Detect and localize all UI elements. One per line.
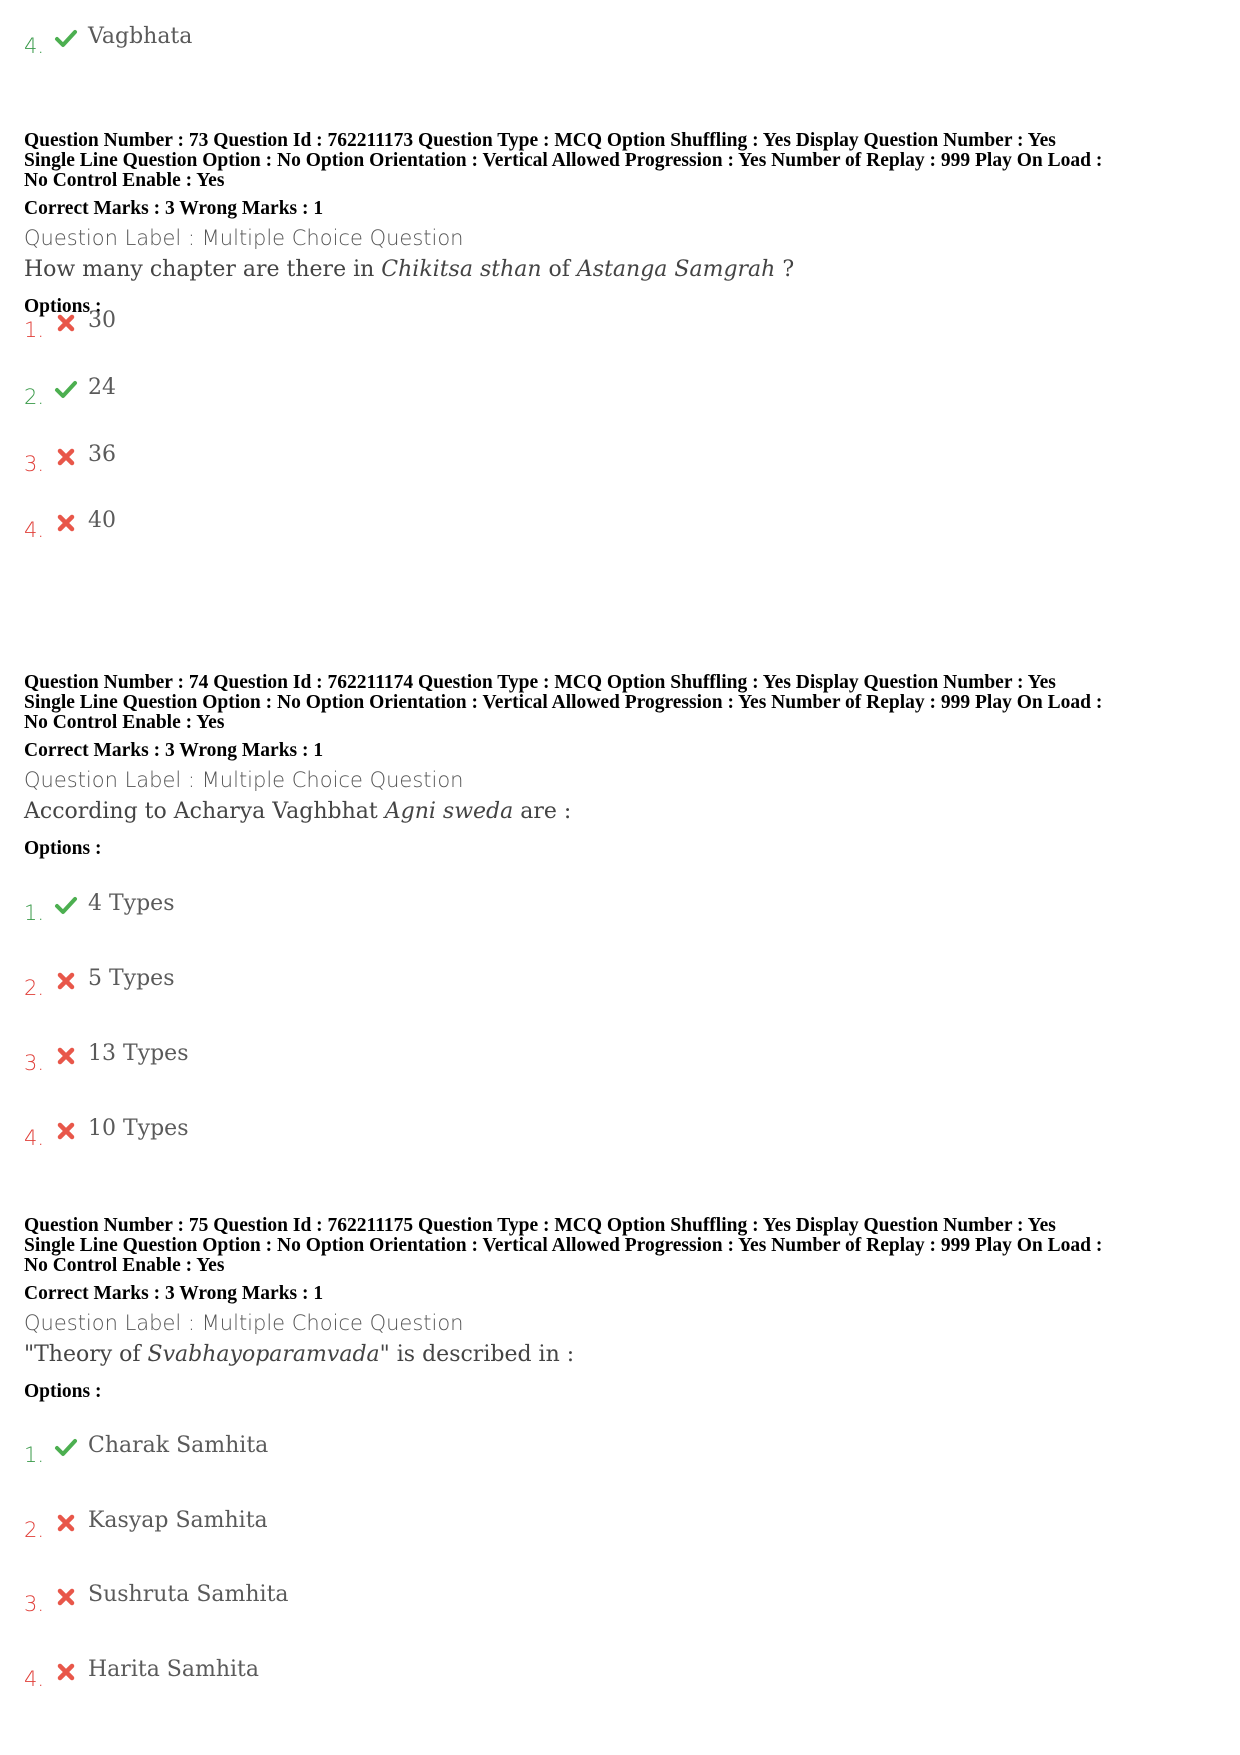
question-label: Question Label : Multiple Choice Question [24, 1311, 464, 1335]
question-block [24, 673, 1224, 860]
meta-line: Single Line Question Option : No Option Orientation : Vertical Allowed Progression : Yes Number of Replay : 999 Play On Load : [24, 692, 1103, 713]
option-number: 3. [24, 452, 45, 476]
option-text: Harita Samhita [88, 1657, 260, 1682]
option-number: 4. [24, 1667, 45, 1691]
question-label: Question Label : Multiple Choice Question [24, 768, 464, 792]
cross-icon [52, 1657, 80, 1685]
check-icon [52, 24, 80, 52]
cross-icon [52, 966, 80, 994]
options-heading: Options : [24, 1381, 102, 1402]
options-heading: Options : [24, 296, 102, 317]
options-heading: Options : [24, 838, 102, 859]
meta-line: Single Line Question Option : No Option Orientation : Vertical Allowed Progression : Yes Number of Replay : 999 Play On Load : [24, 1235, 1103, 1256]
option-text: 4 Types [88, 891, 175, 916]
option-text: Vagbhata [88, 24, 193, 49]
meta-line: Question Number : 73 Question Id : 762211173 Question Type : MCQ Option Shuffling : Yes Display Question Number : Yes [24, 130, 1056, 151]
question-meta [24, 1216, 1224, 1276]
option-number: 3. [24, 1592, 45, 1616]
option-text: 24 [88, 375, 116, 400]
option-number: 1. [24, 901, 45, 925]
option-number: 1. [24, 318, 45, 342]
question-meta [24, 131, 1224, 191]
option-text: Kasyap Samhita [88, 1508, 268, 1533]
cross-icon [52, 1582, 80, 1610]
meta-line: Question Number : 74 Question Id : 762211174 Question Type : MCQ Option Shuffling : Yes Display Question Number : Yes [24, 672, 1056, 693]
cross-icon [52, 1041, 80, 1069]
option-number: 4. [24, 518, 45, 542]
option-text: 5 Types [88, 966, 175, 991]
cross-icon [52, 508, 80, 536]
cross-icon [52, 1116, 80, 1144]
option-text: 13 Types [88, 1041, 189, 1066]
cross-icon [52, 442, 80, 470]
question-text: "Theory of Svabhayoparamvada" is described in : [24, 1342, 575, 1367]
option-number: 2. [24, 976, 45, 1000]
question-block [24, 131, 1224, 318]
option-number: 4. [24, 34, 45, 58]
check-icon [52, 1433, 80, 1461]
question-text: According to Acharya Vaghbhat Agni sweda are : [24, 799, 572, 824]
meta-line: No Control Enable : Yes [24, 170, 225, 191]
option-number: 4. [24, 1126, 45, 1150]
option-text: Sushruta Samhita [88, 1582, 289, 1607]
meta-line: No Control Enable : Yes [24, 1255, 225, 1276]
check-icon [52, 375, 80, 403]
question-label: Question Label : Multiple Choice Question [24, 226, 464, 250]
option-text: 36 [88, 442, 116, 467]
option-text: 10 Types [88, 1116, 189, 1141]
check-icon [52, 891, 80, 919]
option-number: 1. [24, 1443, 45, 1467]
meta-line: No Control Enable : Yes [24, 712, 225, 733]
option-text: 40 [88, 508, 116, 533]
cross-icon [52, 1508, 80, 1536]
option-number: 2. [24, 385, 45, 409]
meta-line: Question Number : 75 Question Id : 762211175 Question Type : MCQ Option Shuffling : Yes Display Question Number : Yes [24, 1215, 1056, 1236]
option-text: 30 [88, 308, 116, 333]
option-text: Charak Samhita [88, 1433, 269, 1458]
question-meta [24, 673, 1224, 733]
cross-icon [52, 308, 80, 336]
marks-line: Correct Marks : 3 Wrong Marks : 1 [24, 1283, 324, 1304]
question-block [24, 1216, 1224, 1403]
meta-line: Single Line Question Option : No Option Orientation : Vertical Allowed Progression : Yes Number of Replay : 999 Play On Load : [24, 150, 1103, 171]
marks-line: Correct Marks : 3 Wrong Marks : 1 [24, 740, 324, 761]
option-number: 3. [24, 1051, 45, 1075]
marks-line: Correct Marks : 3 Wrong Marks : 1 [24, 198, 324, 219]
option-number: 2. [24, 1518, 45, 1542]
question-text: How many chapter are there in Chikitsa sthan of Astanga Samgrah ? [24, 257, 795, 282]
